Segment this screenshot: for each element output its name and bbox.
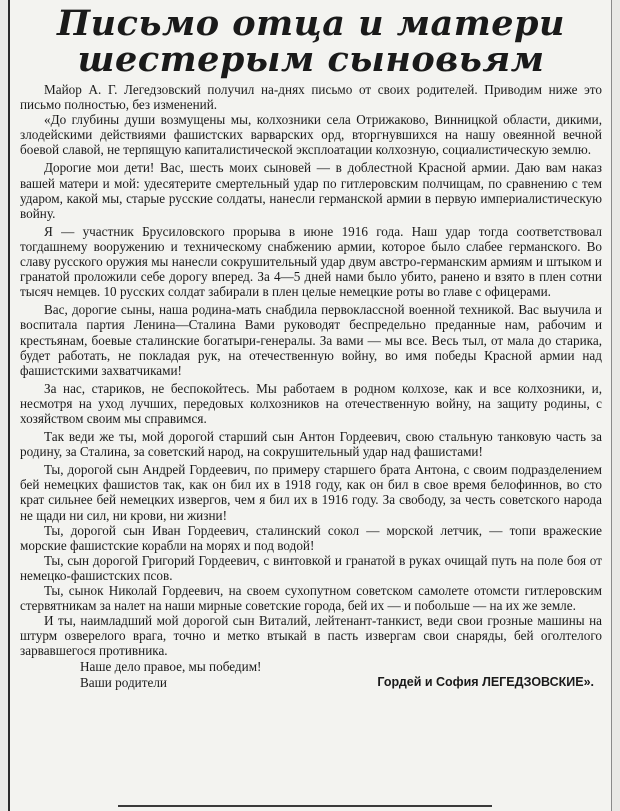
paragraph: Так веди же ты, мой дорогой старший сын Антон Гордеевич, свою стальную танковую часть за родину, за Сталина, за советский народ, на сокрушительный удар над фашистами! — [20, 429, 602, 460]
paragraph: И ты, наимладший мой дорогой сын Виталий, лейтенант-танкист, веди свои грозные машины на штурм озверелого врага, точно и метко втыкай в пасть извергам свои снаряды, бей оголтелого зарвавшегося противника. — [20, 613, 602, 659]
article-title — [20, 3, 602, 80]
title-line-2: шестерым сыновьям — [77, 39, 545, 80]
right-column-rule — [611, 0, 612, 811]
paragraph: Ты, сынок Николай Гордеевич, на своем сухопутном советском самолете отомсти гитлеровским стервятникам за налет на наши мирные советские города, бей их — и побольше — на их же земле. — [20, 583, 602, 614]
newspaper-page — [8, 0, 612, 811]
closing-block — [20, 659, 602, 689]
signature: Гордей и София ЛЕГЕДЗОВСКИЕ». — [377, 674, 594, 689]
paragraph: Дорогие мои дети! Вас, шесть моих сыновей — в доблестной Красной армии. Даю вам наказ вашей матери и мой: удесятерите смертельный удар по гитлеровским полчищам, по сравнению с тем ударом, какой мы, старые русские солдаты, нанесли германской армии в первую империалистическую войну. — [20, 160, 602, 221]
bottom-rule — [118, 805, 492, 807]
paragraph: Вас, дорогие сыны, наша родина-мать снабдила первоклассной военной техникой. Вас выучила и воспитала партия Ленина—Сталина Вами руководят беспредельно преданные нам, рабочим и крестьянам, боевые сталинские богатыри-генералы. За вами — мы все. Весь тыл, от мала до старика, будет работать, не покладая рук, на отечественную войну, во имя победы Красной армии над фашистскими захватчиками! — [20, 302, 602, 378]
paragraph: Ты, дорогой сын Иван Гордеевич, сталинский сокол — морской летчик, — топи вражеские морские фашистские корабли на морях и под водой! — [20, 522, 602, 553]
paragraph-intro: Майор А. Г. Легедзовский получил на-днях письмо от своих родителей. Приводим ниже это письмо полностью, без изменений. — [20, 82, 602, 113]
left-column-rule — [8, 0, 10, 811]
greeting: Ваши родители — [80, 674, 167, 690]
paragraph: Ты, дорогой сын Андрей Гордеевич, по примеру старшего брата Антона, с своим подразделением бей немецких фашистов так, как он бил их в 1918 году, как он бил в свое время белофиннов, во сто крат сильнее бей немецких извергов, чем я бил их в 1916 году. За свободу, за честь советского народа не щади ни сил, ни крови, ни жизни! — [20, 462, 602, 523]
signature-row — [20, 675, 602, 690]
title-line-1: Письмо отца и матери — [57, 3, 565, 44]
closing-line: Наше дело правое, мы победим! — [80, 659, 262, 675]
paragraph: Ты, сын дорогой Григорий Гордеевич, с винтовкой и гранатой в руках очищай путь на поле боя от немецко-фашистских псов. — [20, 552, 602, 583]
paragraph: «До глубины души возмущены мы, колхозники села Отрижаково, Винницкой области, дикими, злодейскими действиями фашистских варварских орд, вторгнувшихся на нашу овеянной вечной боевой славой, не терпящую капиталистической эксплоатации колхозную, социалистическую землю. — [20, 112, 602, 158]
paragraph: За нас, стариков, не беспокойтесь. Мы работаем в родном колхозе, как и все колхозники, и, несмотря на уход лучших, передовых колхозников на отечественную войну, на защиту родины, с хозяйством своим мы справимся. — [20, 380, 602, 426]
paragraph: Я — участник Брусиловского прорыва в июне 1916 года. Наш удар тогда соответствовал тогдашнему вооружению и техническому снабжению армии, которое было слабее германского. Во славу русского оружия мы нанесли сокрушительный удар двум австро-германским армиям и штыком и гранатой проложили себе дорогу вперед. За 4—5 дней нами было убито, ранено и взято в плен сотни тысяч немцев. 10 русских солдат забирали в плен целые немецкие роты во главе с офицерами. — [20, 223, 602, 300]
article-body — [20, 82, 602, 690]
